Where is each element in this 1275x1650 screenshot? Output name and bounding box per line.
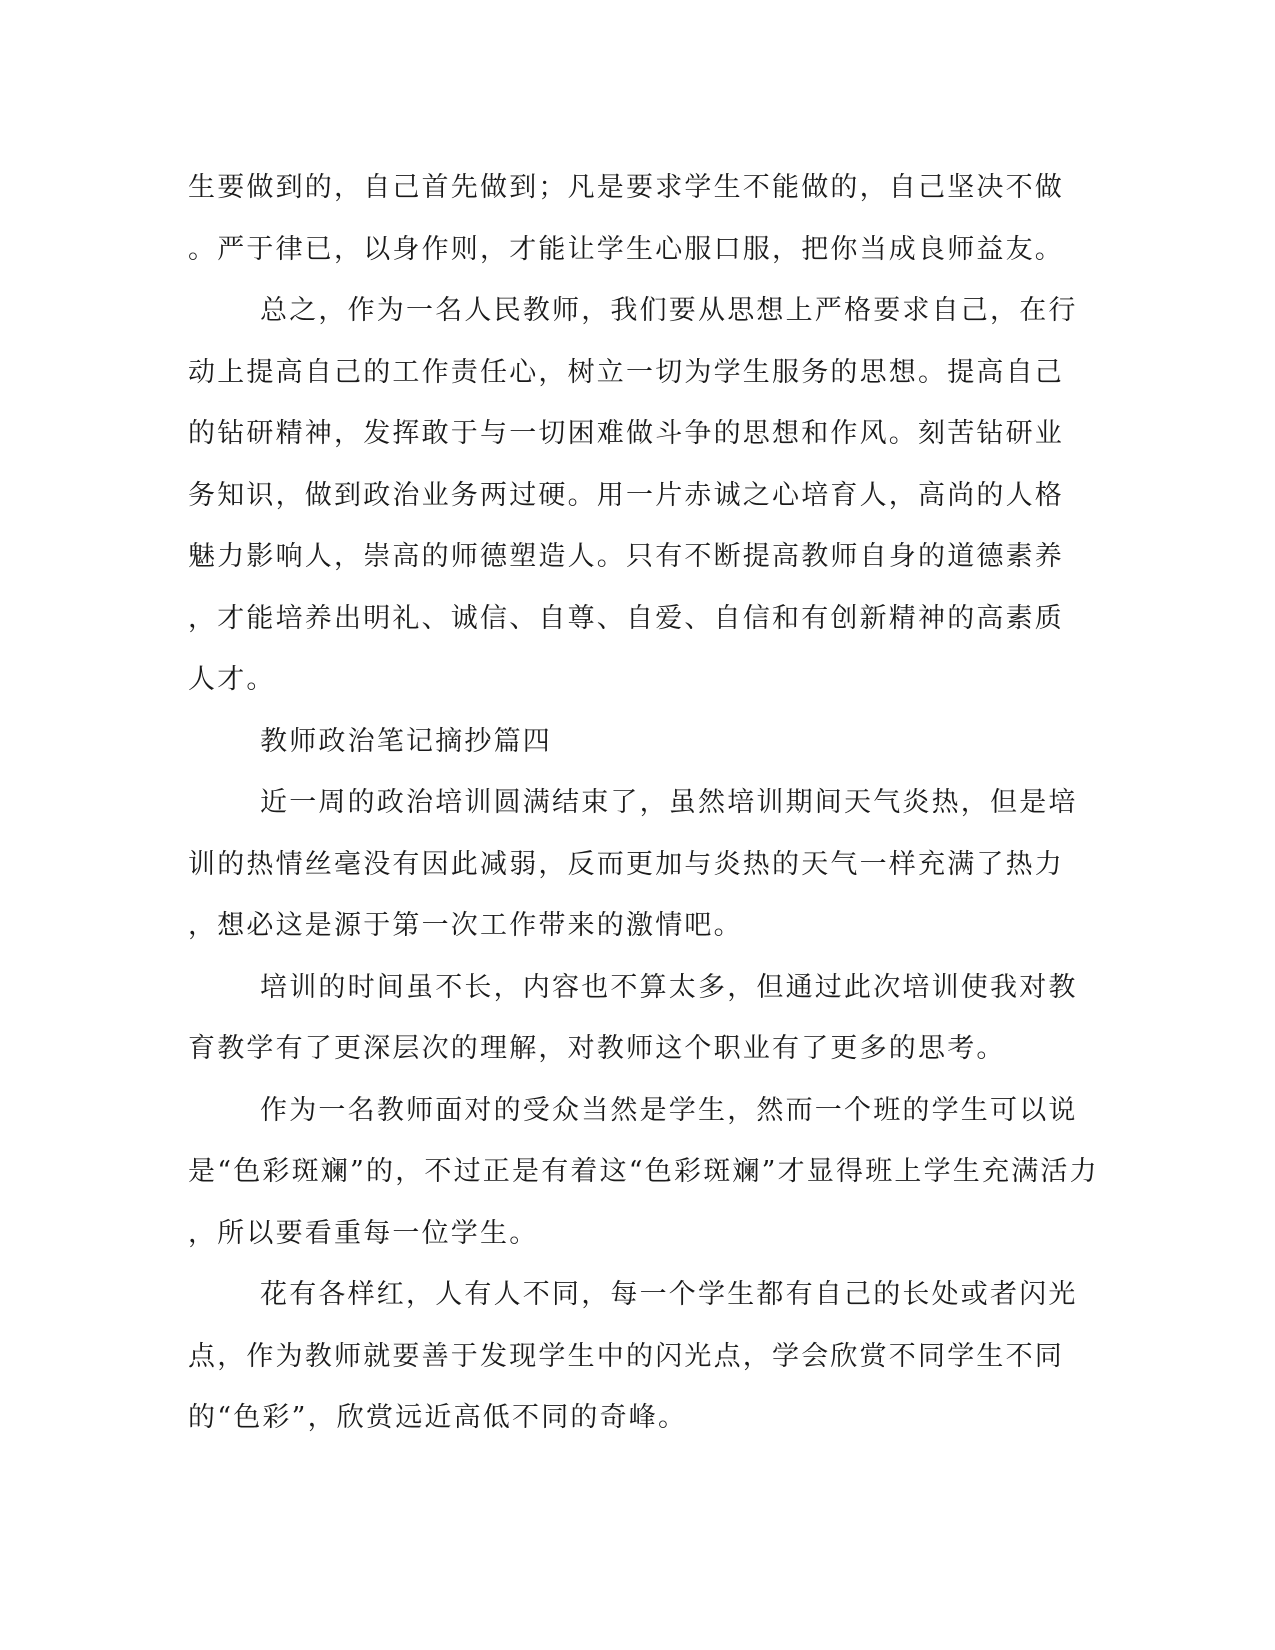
text-line: ，想必这是源于第一次工作带来的激情吧。 <box>188 910 743 941</box>
text-line: 务知识，做到政治业务两过硬。用一片赤诚之心培育人，高尚的人格 <box>188 479 1064 511</box>
text-line: 的钻研精神，发挥敢于与一切困难做斗争的思想和作风。刻苦钻研业 <box>188 418 1064 449</box>
text-line: 育教学有了更深层次的理解，对教师这个职业有了更多的思考。 <box>188 1033 1006 1064</box>
text-line: 魅力影响人，崇高的师德塑造人。只有不断提高教师自身的道德素养 <box>188 541 1064 572</box>
text-line: 作为一名教师面对的受众当然是学生，然而一个班的学生可以说 <box>260 1094 1078 1126</box>
section-heading: 教师政治笔记摘抄篇四 <box>260 725 552 757</box>
text-line: ，所以要看重每一位学生。 <box>188 1217 539 1249</box>
text-line: 生要做到的，自己首先做到；凡是要求学生不能做的，自己坚决不做 <box>188 172 1064 203</box>
text-line: 的“色彩”，欣赏远近高低不同的奇峰。 <box>188 1402 688 1433</box>
text-line: 动上提高自己的工作责任心，树立一切为学生服务的思想。提高自己 <box>188 356 1064 388</box>
text-line: 。严于律已，以身作则，才能让学生心服口服，把你当成良师益友。 <box>188 233 1064 265</box>
text-line: 是“色彩斑斓”的，不过正是有着这“色彩斑斓”才显得班上学生充满活力 <box>188 1156 1099 1187</box>
text-line: 总之，作为一名人民教师，我们要从思想上严格要求自己，在行 <box>260 295 1078 326</box>
text-line: 人才。 <box>188 664 276 695</box>
document-body <box>188 163 1099 1455</box>
text-line: 训的热情丝毫没有因此减弱，反而更加与炎热的天气一样充满了热力 <box>188 848 1064 880</box>
text-line: 点，作为教师就要善于发现学生中的闪光点，学会欣赏不同学生不同 <box>188 1340 1064 1372</box>
text-line: ，才能培养出明礼、诚信、自尊、自爱、自信和有创新精神的高素质 <box>188 602 1064 634</box>
text-line: 花有各样红，人有人不同，每一个学生都有自己的长处或者闪光 <box>260 1279 1078 1310</box>
text-line: 培训的时间虽不长，内容也不算太多，但通过此次培训使我对教 <box>260 971 1078 1003</box>
text-line: 近一周的政治培训圆满结束了，虽然培训期间天气炎热，但是培 <box>260 787 1078 818</box>
